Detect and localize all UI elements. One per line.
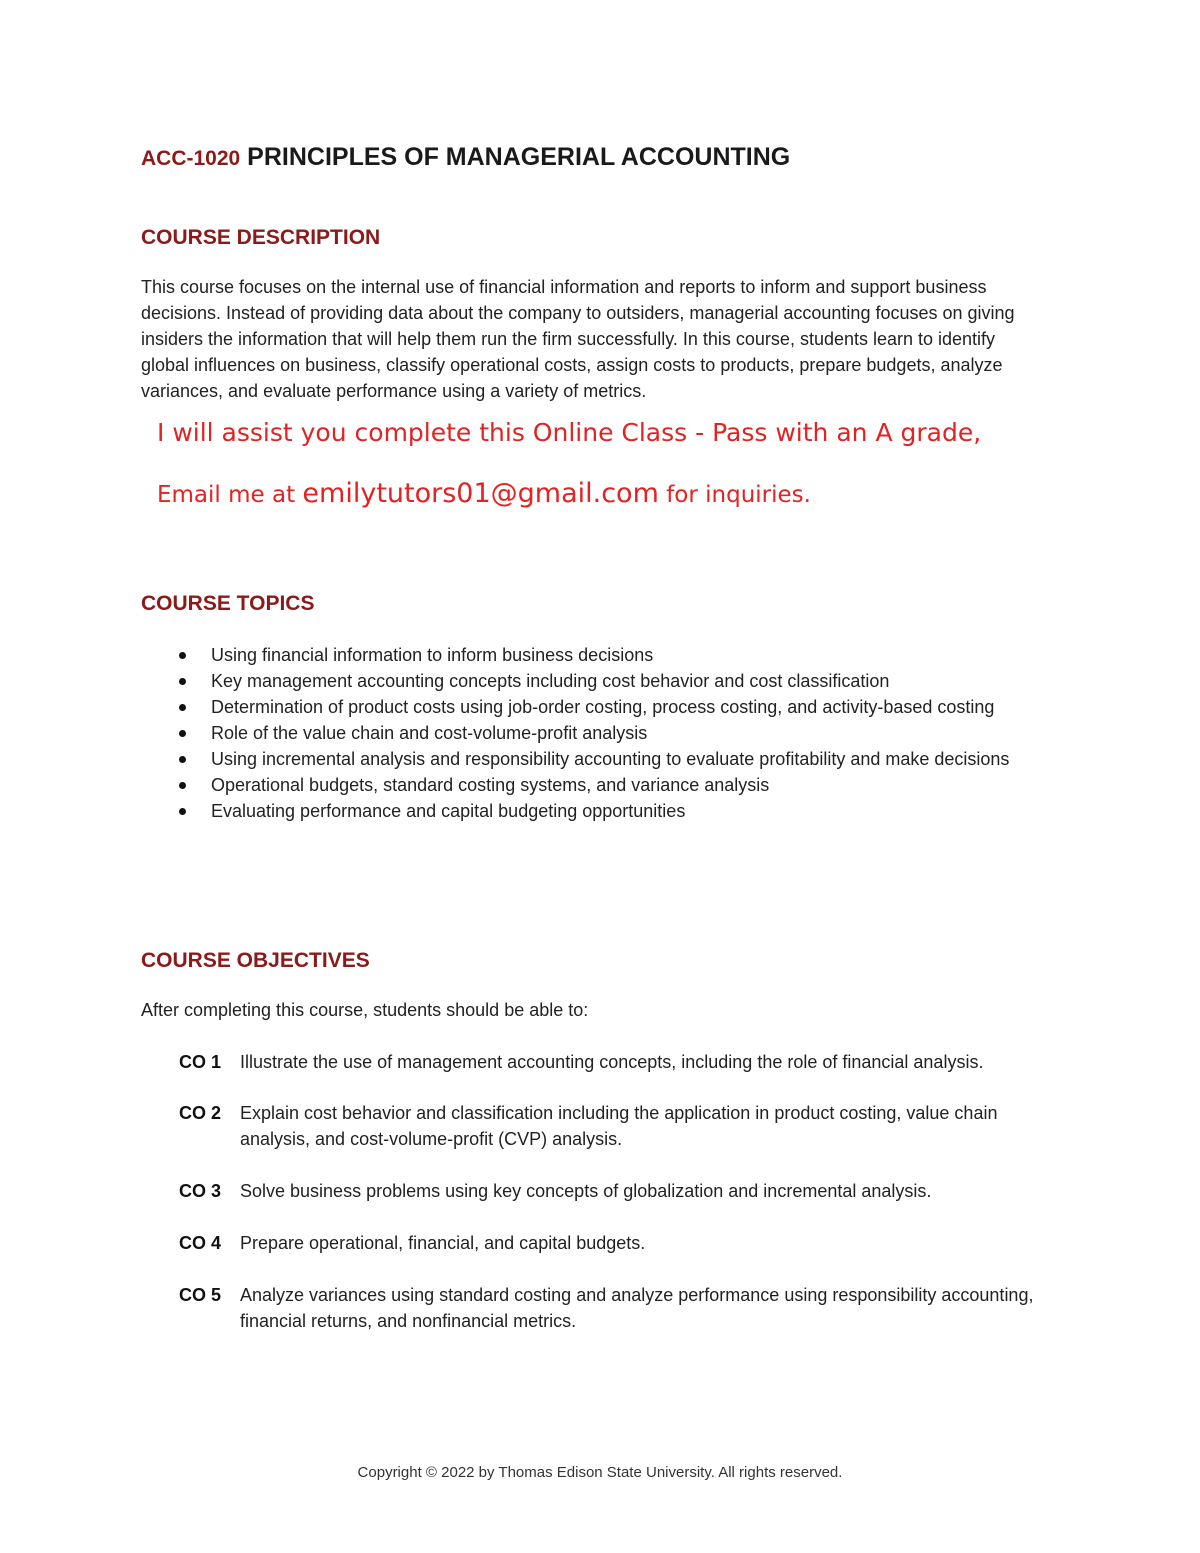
bullet-icon [179, 808, 186, 815]
bullet-icon [179, 782, 186, 789]
topic-text: Role of the value chain and cost-volume-profit analysis [211, 723, 648, 743]
topic-text: Determination of product costs using job-order costing, process costing, and activity-based costing [211, 697, 995, 717]
topic-text: Using incremental analysis and responsibility accounting to evaluate profitability and make decisions [211, 749, 1010, 769]
course-description-heading: COURSE DESCRIPTION [141, 226, 381, 249]
list-item [176, 642, 1026, 668]
list-item [176, 694, 1026, 720]
topic-text: Key management accounting concepts including cost behavior and cost classification [211, 671, 890, 691]
objective-label: CO 4 [179, 1233, 222, 1253]
course-objectives-heading: COURSE OBJECTIVES [141, 949, 370, 972]
course-objectives-intro: After completing this course, students should be able to: [141, 1000, 589, 1020]
objective-label: CO 3 [179, 1181, 222, 1201]
list-item [176, 668, 1026, 694]
promo-suffix: for inquiries. [658, 482, 811, 508]
course-topics-heading: COURSE TOPICS [141, 592, 315, 615]
promo-email: emilytutors01@gmail.com [302, 478, 659, 509]
objective-text: Explain cost behavior and classification including the application in product costing, value chain analysis, and cost-volume-profit (CVP) analysis. [240, 1103, 998, 1149]
topic-text: Operational budgets, standard costing systems, and variance analysis [211, 775, 770, 795]
list-item [176, 772, 1026, 798]
bullet-icon [179, 678, 186, 685]
bullet-icon [179, 730, 186, 737]
topic-text: Using financial information to inform business decisions [211, 645, 654, 665]
bullet-icon [179, 652, 186, 659]
list-item [176, 798, 1026, 824]
course-description-body: This course focuses on the internal use of financial information and reports to inform and support business decisions. Instead of providing data about the company to outsiders, managerial accounting focuses on giving insiders the information that will help them run the firm successfully. In this course, students learn to identify global influences on business, classify operational costs, assign costs to products, prepare budgets, analyze variances, and evaluate performance using a variety of metrics. [141, 277, 1015, 401]
objective-text: Analyze variances using standard costing and analyze performance using responsibility accounting, financial returns, and nonfinancial metrics. [240, 1285, 1034, 1331]
list-item [176, 720, 1026, 746]
objective-text: Illustrate the use of management accounting concepts, including the role of financial analysis. [240, 1052, 984, 1072]
topic-text: Evaluating performance and capital budgeting opportunities [211, 801, 686, 821]
objective-label: CO 5 [179, 1285, 222, 1305]
objective-label: CO 1 [179, 1052, 222, 1072]
objective-label: CO 2 [179, 1103, 222, 1123]
bullet-icon [179, 704, 186, 711]
objective-text: Solve business problems using key concepts of globalization and incremental analysis. [240, 1181, 932, 1201]
promo-line-1: I will assist you complete this Online Class - Pass with an A grade, [157, 418, 982, 447]
bullet-icon [179, 756, 186, 763]
list-item [176, 746, 1026, 772]
course-name: PRINCIPLES OF MANAGERIAL ACCOUNTING [240, 143, 791, 171]
promo-prefix: Email me at [157, 482, 303, 508]
course-code: ACC-1020 [141, 147, 241, 170]
page-title [141, 143, 790, 172]
course-topics-list [176, 642, 1026, 824]
promo-line-2 [157, 478, 811, 509]
copyright-footer: Copyright © 2022 by Thomas Edison State University. All rights reserved. [357, 1464, 843, 1481]
objective-text: Prepare operational, financial, and capital budgets. [240, 1233, 646, 1253]
